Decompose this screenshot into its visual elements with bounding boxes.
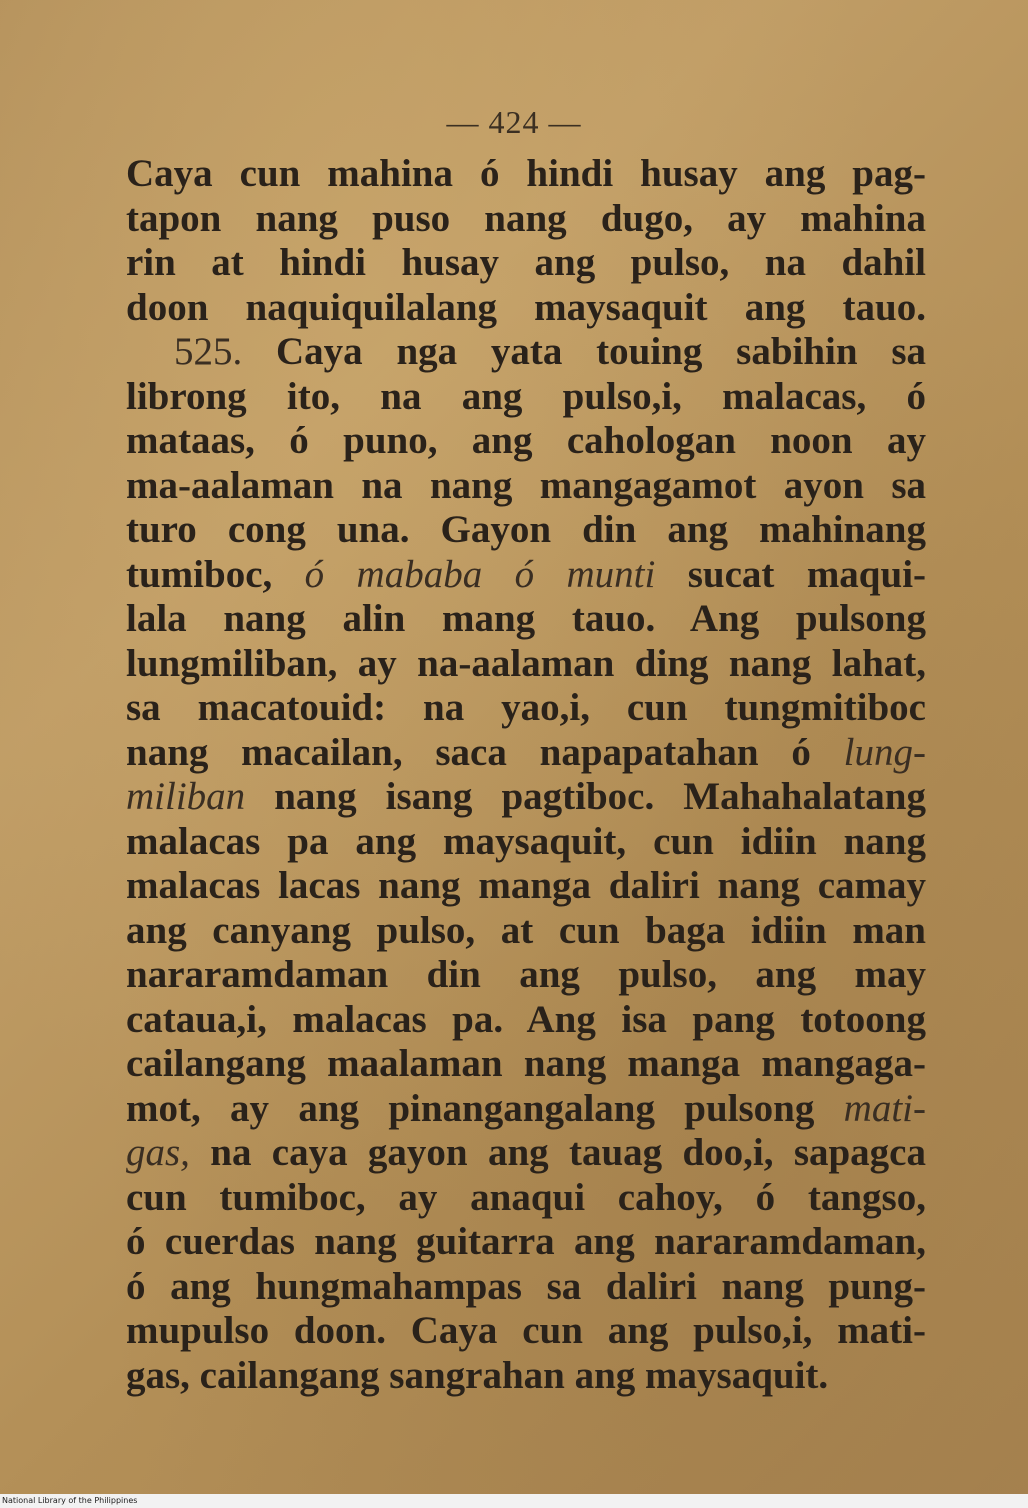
- text-line: [126, 553, 926, 598]
- text-segment: nararamdaman din ang pulso, ang may: [126, 953, 926, 996]
- text-segment: lungmiliban, ay na-aalaman ding nang lahat,: [126, 641, 926, 685]
- library-credit: National Library of the Philippines: [0, 1494, 1028, 1508]
- text-line: [126, 731, 926, 776]
- text-line: [126, 464, 926, 509]
- text-segment: tapon nang puso nang dugo, ay mahina: [126, 196, 926, 240]
- italic-phrase: ó mababa ó munti: [304, 552, 656, 596]
- body-text: [126, 152, 926, 1398]
- text-segment: mot, ay ang pinangangalang pulsong: [126, 1086, 844, 1130]
- text-line: [126, 286, 926, 331]
- text-segment: mataas, ó puno, ang cahologan noon ay: [126, 419, 926, 462]
- text-segment: nang macailan, saca napapatahan ó: [126, 730, 844, 774]
- text-segment: cun tumiboc, ay anaqui cahoy, ó tangso,: [126, 1175, 926, 1219]
- text-line: [126, 508, 926, 553]
- text-line: [126, 1131, 926, 1176]
- text-segment: ang canyang pulso, at cun baga idiin man: [126, 908, 926, 952]
- italic-phrase: miliban: [126, 775, 246, 818]
- text-segment: turo cong una. Gayon din ang mahinang: [126, 508, 926, 551]
- text-line: [126, 1042, 926, 1087]
- text-line: [126, 1176, 926, 1221]
- text-line: [126, 820, 926, 865]
- text-segment: cailangang maalaman nang manga mangaga-: [126, 1042, 926, 1085]
- text-line: [126, 1354, 926, 1399]
- text-line: [126, 1087, 926, 1132]
- text-line: [126, 909, 926, 954]
- text-line: [126, 1309, 926, 1354]
- italic-phrase: mati-: [843, 1086, 926, 1130]
- text-segment: sa macatouid: na yao,i, cun tungmitiboc: [126, 686, 926, 729]
- italic-phrase: lung-: [843, 730, 926, 774]
- text-segment: malacas lacas nang manga daliri nang camay: [126, 864, 926, 907]
- text-line: [126, 864, 926, 909]
- text-segment: librong ito, na ang pulso,i, malacas, ó: [126, 374, 926, 418]
- text-segment: lala nang alin mang tauo. Ang pulsong: [126, 597, 926, 640]
- text-line: [126, 375, 926, 420]
- text-line: [126, 330, 926, 375]
- text-segment: ó cuerdas nang guitarra ang nararamdaman,: [126, 1220, 926, 1263]
- text-segment: gas, cailangang sangrahan ang maysaquit.: [126, 1353, 829, 1397]
- italic-phrase: gas,: [126, 1131, 190, 1174]
- page-number: — 424 —: [446, 104, 582, 140]
- text-line: [126, 998, 926, 1043]
- text-segment: na caya gayon ang tauag doo,i, sapagca: [189, 1131, 926, 1174]
- paragraph-number: 525.: [174, 330, 243, 373]
- text-line: [126, 1265, 926, 1310]
- text-segment: tumiboc,: [126, 552, 305, 596]
- text-segment: ó ang hungmahampas sa daliri nang pung-: [126, 1264, 926, 1308]
- text-segment: ma-aalaman na nang mangagamot ayon sa: [126, 463, 926, 507]
- text-segment: mupulso doon. Caya cun ang pulso,i, mati-: [126, 1309, 926, 1352]
- text-line: [126, 241, 926, 286]
- text-line: [126, 953, 926, 998]
- text-line: [126, 419, 926, 464]
- text-segment: sucat maqui-: [655, 552, 927, 596]
- text-segment: nang isang pagtiboc. Mahahalatang: [245, 775, 926, 818]
- text-segment: Caya nga yata touing sabihin sa: [242, 330, 926, 373]
- text-line: [126, 775, 926, 820]
- text-line: [126, 597, 926, 642]
- text-line: [126, 152, 926, 197]
- text-line: [126, 642, 926, 687]
- text-line: [126, 1220, 926, 1265]
- text-line: [126, 686, 926, 731]
- text-segment: doon naquiquilalang maysaquit ang tauo.: [126, 285, 926, 329]
- text-segment: malacas pa ang maysaquit, cun idiin nang: [126, 819, 926, 863]
- text-segment: rin at hindi husay ang pulso, na dahil: [126, 241, 926, 284]
- text-line: [126, 197, 926, 242]
- text-segment: Caya cun mahina ó hindi husay ang pag-: [126, 152, 926, 195]
- text-segment: cataua,i, malacas pa. Ang isa pang totoong: [126, 997, 926, 1041]
